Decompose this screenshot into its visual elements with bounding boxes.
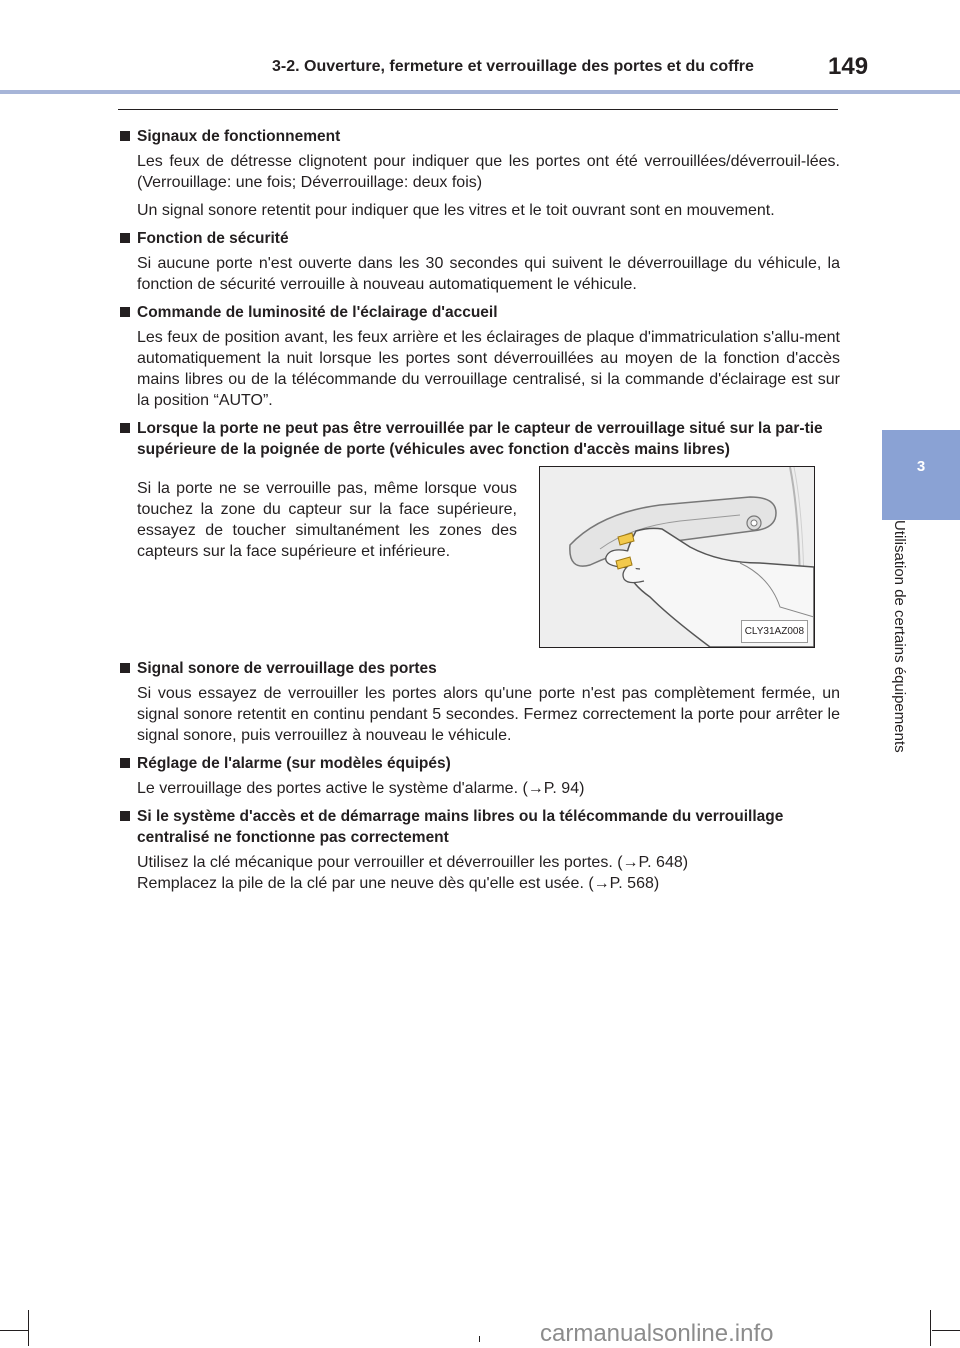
page-content [118, 126, 840, 901]
paragraph: Remplacez la pile de la clé par une neuve dès qu'elle est usée. (→P. 568) [137, 875, 660, 892]
paragraph: Si vous essayez de verrouiller les portes alors qu'une porte n'est pas complètement fermée, un signal sonore retentit en continu pendant 5 secondes. Fermez correctement la porte pour arrêter le signal sonore, puis verrouillez à nouveau le véhicule. [137, 685, 840, 744]
square-bullet-icon [120, 663, 130, 673]
crop-mark [479, 1336, 480, 1342]
crop-mark [0, 1330, 28, 1331]
paragraph: Si aucune porte n'est ouverte dans les 30 secondes qui suivent le déverrouillage du véhicule, la fonction de sécurité verrouille à nouveau automatiquement le véhicule. [137, 255, 840, 293]
paragraph: Les feux de position avant, les feux arrière et les éclairages de plaque d'immatriculation s'allu-ment automatiquement la nuit lorsque les portes sont déverrouillées au moyen de la fonction d'accès mains libres ou de la télécommande du verrouillage centralisé, si la commande d'éclairage est sur la position “AUTO”. [137, 329, 840, 409]
running-header: 3-2. Ouverture, fermeture et verrouillage des portes et du coffre [272, 58, 754, 75]
text-with-figure [118, 466, 840, 648]
section-title: Réglage de l'alarme (sur modèles équipés) [118, 753, 840, 774]
section-alarm-setting [118, 753, 840, 799]
watermark: carmanualsonline.info [540, 1320, 774, 1347]
paragraph: Le verrouillage des portes active le système d'alarme. (→P. 94) [137, 780, 585, 797]
section-security-function [118, 228, 840, 295]
paragraph: Un signal sonore retentit pour indiquer que les vitres et le toit ouvrant sont en mouvement. [137, 202, 775, 219]
chapter-tab[interactable] [882, 430, 960, 520]
square-bullet-icon [120, 233, 130, 243]
section-title: Commande de luminosité de l'éclairage d'accueil [118, 302, 840, 323]
paragraph: Utilisez la clé mécanique pour verrouiller et déverrouiller les portes. (→P. 648) [137, 854, 689, 871]
square-bullet-icon [120, 307, 130, 317]
section-title: Si le système d'accès et de démarrage mains libres ou la télécommande du verrouillage centralisé ne fonctionne pas correctement [118, 806, 840, 848]
section-lock-sensor [118, 418, 840, 648]
paragraph: Les feux de détresse clignotent pour indiquer que les portes ont été verrouillées/déverrouil-lées. (Verrouillage: une fois; Déverrouillage: deux fois) [137, 153, 840, 191]
crop-mark [932, 1330, 960, 1331]
square-bullet-icon [120, 131, 130, 141]
chapter-number: 3 [916, 458, 926, 475]
section-title: Lorsque la porte ne peut pas être verrouillée par le capteur de verrouillage situé sur la par-tie supérieure de la poignée de porte (véhicules avec fonction d'accès mains libres) [118, 418, 840, 460]
section-malfunction [118, 806, 840, 894]
section-welcome-light [118, 302, 840, 411]
section-lock-buzzer [118, 658, 840, 746]
chapter-label-container [890, 520, 926, 785]
section-operation-signals [118, 126, 840, 221]
section-title: Signaux de fonctionnement [118, 126, 840, 147]
square-bullet-icon [120, 423, 130, 433]
crop-mark [930, 1310, 931, 1346]
square-bullet-icon [120, 758, 130, 768]
section-title: Signal sonore de verrouillage des portes [118, 658, 840, 679]
figure-code: CLY31AZ008 [741, 620, 808, 643]
door-handle-illustration [539, 466, 815, 648]
section-title: Fonction de sécurité [118, 228, 840, 249]
section-rule [118, 109, 838, 110]
square-bullet-icon [120, 811, 130, 821]
crop-mark [28, 1310, 29, 1346]
paragraph: Si la porte ne se verrouille pas, même lorsque vous touchez la zone du capteur sur la face supérieure, essayez de toucher simultanément les zones des capteurs sur la face supérieure et inférieure. [137, 480, 517, 560]
header-rule [0, 90, 960, 94]
chapter-label: Utilisation de certains équipements [891, 520, 908, 753]
page-number: 149 [828, 53, 869, 80]
